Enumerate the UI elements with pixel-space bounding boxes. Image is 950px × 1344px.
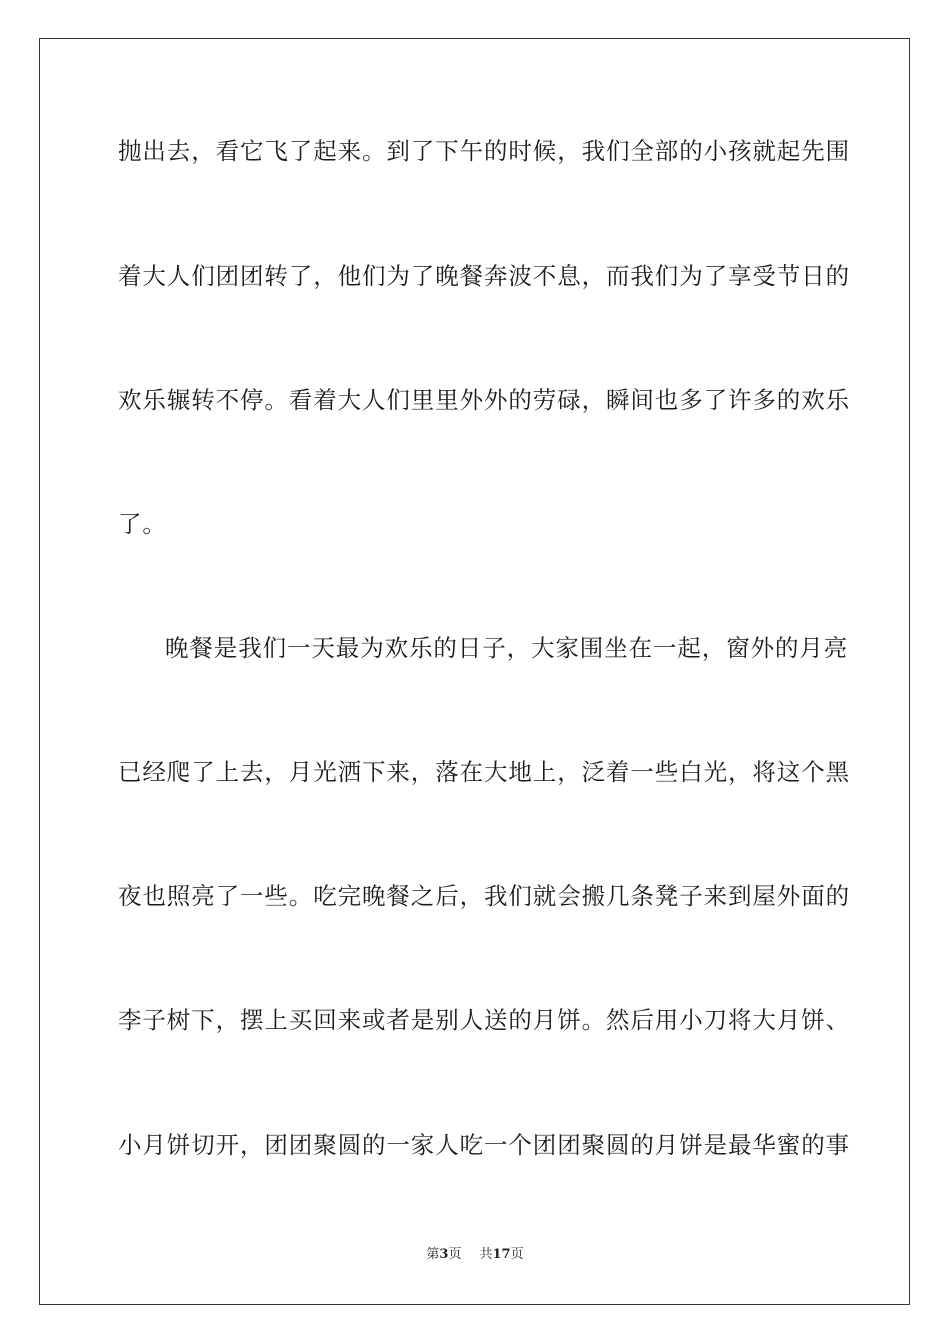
total-pages: 17 bbox=[492, 1247, 511, 1262]
text-line: 已经爬了上去，月光洒下来，落在大地上，泛着一些白光，将这个黑 bbox=[118, 758, 850, 786]
text-line: 夜也照亮了一些。吃完晚餐之后，我们就会搬几条凳子来到屋外面的 bbox=[118, 882, 850, 910]
page-prefix: 第 bbox=[426, 1247, 440, 1262]
page-border bbox=[39, 38, 910, 1305]
total-suffix: 页 bbox=[510, 1247, 524, 1262]
text-line: 李子树下，摆上买回来或者是别人送的月饼。然后用小刀将大月饼、 bbox=[118, 1006, 850, 1034]
text-line: 抛出去，看它飞了起来。到了下午的时候，我们全部的小孩就起先围 bbox=[118, 137, 850, 165]
page-suffix: 页 bbox=[448, 1247, 462, 1262]
total-prefix: 共 bbox=[479, 1247, 493, 1262]
text-line: 小月饼切开，团团聚圆的一家人吃一个团团聚圆的月饼是最华蜜的事 bbox=[118, 1131, 850, 1159]
text-line: 了。 bbox=[118, 510, 167, 538]
text-line: 欢乐辗转不停。看着大人们里里外外的劳碌，瞬间也多了许多的欢乐 bbox=[118, 386, 850, 414]
paragraph-first-line: 晚餐是我们一天最为欢乐的日子，大家围坐在一起，窗外的月亮 bbox=[165, 634, 849, 662]
page-number: 3 bbox=[439, 1247, 449, 1262]
text-line: 着大人们团团转了，他们为了晚餐奔波不息，而我们为了享受节日的 bbox=[118, 262, 850, 290]
page-footer bbox=[0, 1247, 950, 1263]
